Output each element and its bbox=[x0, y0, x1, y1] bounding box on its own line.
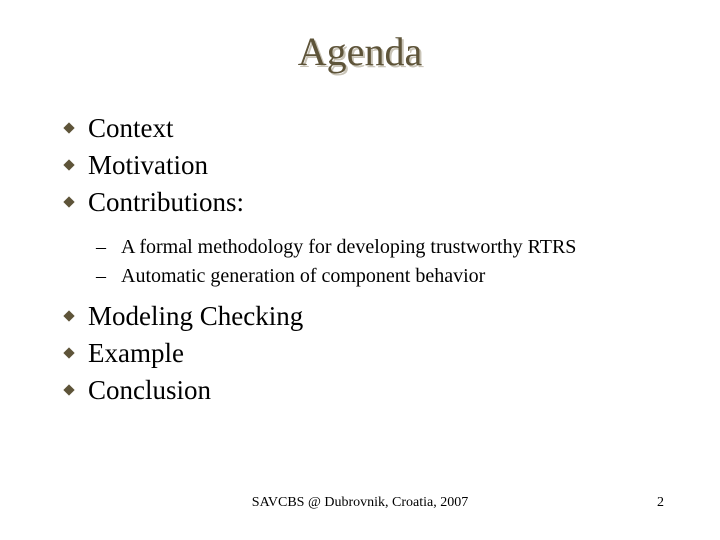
slide-title: Agenda bbox=[297, 29, 423, 74]
agenda-item-label: Conclusion bbox=[88, 375, 212, 405]
sub-item-label: A formal methodology for developing trustworthy RTRS bbox=[121, 236, 577, 258]
diamond-bullet-icon bbox=[63, 159, 74, 170]
agenda-item-example bbox=[60, 335, 680, 372]
diamond-bullet-icon bbox=[63, 196, 74, 207]
dash-marker: – bbox=[96, 236, 106, 258]
agenda-item-label: Contributions: bbox=[88, 187, 245, 217]
diamond-bullet-icon bbox=[63, 384, 74, 395]
sub-item-methodology bbox=[60, 235, 680, 259]
agenda-item-contributions bbox=[60, 184, 680, 221]
contributions-sublist bbox=[60, 235, 680, 288]
agenda-item-context bbox=[60, 110, 680, 147]
agenda-item-label: Context bbox=[88, 113, 174, 143]
sub-item-label: Automatic generation of component behavior bbox=[121, 265, 486, 287]
diamond-bullet-icon bbox=[63, 310, 74, 321]
diamond-bullet-icon bbox=[63, 122, 74, 133]
agenda-item-label: Modeling Checking bbox=[88, 301, 304, 331]
slide-footer: SAVCBS @ Dubrovnik, Croatia, 2007 bbox=[251, 495, 469, 510]
agenda-item-label: Example bbox=[88, 338, 184, 368]
agenda-item-model-checking bbox=[60, 298, 680, 335]
sub-item-generation bbox=[60, 264, 680, 288]
diamond-bullet-icon bbox=[63, 347, 74, 358]
agenda-item-motivation bbox=[60, 147, 680, 184]
agenda-item-label: Motivation bbox=[88, 150, 208, 180]
contributions-sublist-container bbox=[60, 235, 680, 288]
agenda-item-conclusion bbox=[60, 372, 680, 409]
page-number: 2 bbox=[657, 495, 664, 510]
agenda-list bbox=[60, 110, 680, 409]
dash-marker: – bbox=[96, 265, 106, 287]
